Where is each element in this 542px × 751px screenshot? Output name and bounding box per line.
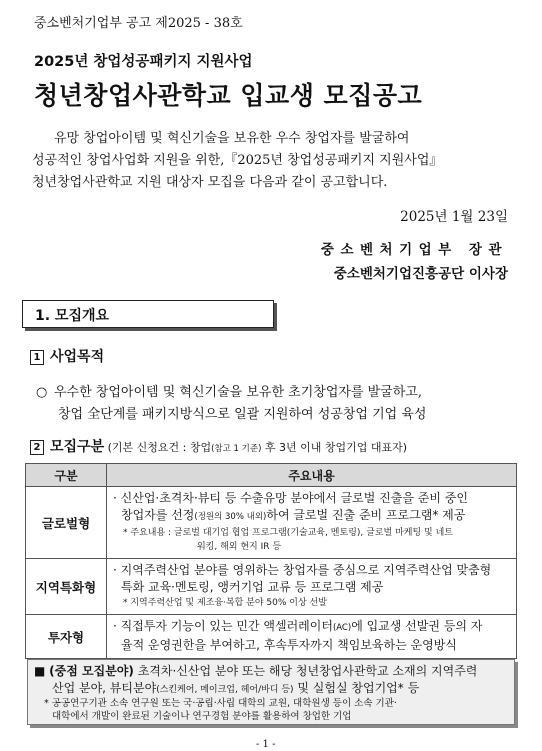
focus-area-text: [34, 663, 506, 699]
eligibility-note-a: (기본 신청요건 : 창업: [104, 441, 212, 454]
category-regional-content: [107, 559, 517, 615]
category-investment-content: [107, 615, 517, 659]
category-regional: 지역특화형: [26, 559, 107, 615]
focus-subnote-1: * 공공연구기관 소속 연구원 또는 국·공립·사립 대학의 교원, 대학원생 등이 소속 기관·: [44, 698, 397, 709]
investment-line1b: (AC): [332, 623, 352, 633]
page-number: - 1 -: [256, 739, 276, 750]
subsection-purpose: [30, 346, 104, 366]
list-item: 율적 운영권한을 부여하고, 후속투자까지 책임보육하는 운영방식: [121, 638, 457, 652]
focus-area-box: [27, 659, 515, 725]
focus-subnote-2: 대학에서 개발이 완료된 기술이나 연구경험 분야를 활용하여 창업한 기업: [52, 711, 352, 722]
square-bullet-icon: ■: [34, 664, 46, 678]
intro-line-1-text: 유망 창업아이템 및 혁신기술을 보유한 우수 창업자를 발굴하여: [54, 131, 410, 146]
signature-agency: 중소벤처기업진흥공단 이사장: [333, 266, 508, 282]
intro-line-3: 청년창업사관학교 지원 대상자 모집을 다음과 같이 공고합니다.: [32, 175, 388, 190]
eligibility-note-c: 후 3년 이내 창업기업 대표자): [261, 441, 408, 454]
number-box-2: 2: [30, 440, 44, 455]
category-global: 글로벌형: [26, 487, 107, 559]
purpose-line-1-text: 우수한 창업아이템 및 혁신기술을 보유한 초기창업자를 발굴하고,: [54, 385, 422, 400]
notice-date: 2025년 1월 23일: [400, 209, 508, 225]
global-line2a: 창업자를 선정: [121, 508, 195, 522]
intro-paragraph: [32, 128, 508, 194]
global-note-2: 워킹, 해외 현지 IR 등: [197, 542, 282, 552]
program-name: 2025년 창업성공패키지 지원사업: [34, 54, 253, 70]
table-header-content: 주요내용: [107, 464, 517, 487]
page-title: 청년창업사관학교 입교생 모집공고: [34, 81, 423, 110]
purpose-text: [36, 382, 514, 426]
category-investment: 투자형: [26, 615, 107, 659]
subsection-categories: [30, 436, 407, 456]
list-item: [113, 618, 510, 637]
focus-text-2c: 및 실험실 창업기업* 등: [293, 681, 420, 695]
focus-line-1: [34, 663, 506, 680]
purpose-line-1: [36, 382, 514, 404]
notice-number: 중소벤처기업부 공고 제2025 - 38호: [34, 16, 243, 31]
category-table: [25, 463, 517, 659]
table-header-row: [26, 464, 517, 487]
eligibility-note-ref: (참고 1 기준): [211, 444, 262, 454]
list-item: 특화 교육·멘토링, 앵커기업 교류 등 프로그램 제공: [121, 580, 384, 594]
focus-text-2a: 산업 분야, 뷰티분야: [52, 681, 157, 695]
signature-minister: 중소벤처기업부 장관: [320, 242, 508, 258]
intro-line-2: 성공적인 창업사업화 지원을 위한,『2025년 창업성공패키지 지원사업』: [32, 153, 443, 168]
focus-subnote: [44, 697, 508, 723]
investment-line1a: · 직접투자 기능이 있는 민간 액셀러레이터: [113, 619, 333, 633]
list-item: [113, 507, 510, 526]
subsection-categories-title: 모집구분: [50, 439, 105, 455]
section-title: 1. 모집개요: [35, 308, 110, 324]
purpose-line-2: 창업 全단계를 패키지방식으로 일괄 지원하여 성공창업 기업 육성: [58, 407, 427, 422]
focus-text-2b: (스킨케어, 메이크업, 헤어/바디 등): [156, 685, 294, 695]
list-item: · 지역주력산업 분야를 영위하는 창업자를 중심으로 지역주력산업 맞춤형: [113, 563, 492, 577]
table-row: [26, 615, 517, 659]
focus-text-1: 초격차·신산업 분야 또는 해당 청년창업사관학교 소재의 지역주력: [133, 664, 478, 678]
global-note-1: * 주요내용 : 글로벌 대기업 협업 프로그램(기술교육, 멘토링), 글로벌 마케팅 및 네트: [123, 528, 453, 538]
circle-bullet-icon: ○: [36, 385, 48, 400]
category-global-content: [107, 487, 517, 559]
section-header: [22, 300, 274, 328]
subsection-purpose-title: 사업목적: [50, 349, 105, 365]
regional-note-1: * 지역주력산업 및 제조융·복합 분야 50% 이상 선발: [123, 598, 327, 608]
list-item: · 신산업·초격차·뷰티 등 수출유망 분야에서 글로벌 진출을 준비 중인: [113, 491, 468, 505]
table-row: [26, 487, 517, 559]
table-header-category: 구분: [26, 464, 107, 487]
table-row: [26, 559, 517, 615]
intro-line-1: [32, 128, 508, 150]
global-line2b: (정원의 30% 내외): [194, 512, 267, 522]
global-line2c: 하여 글로벌 진출 준비 프로그램* 제공: [266, 508, 466, 522]
eligibility-note: [104, 441, 407, 454]
investment-line1c: 에 입교생 선발권 등의 자: [351, 619, 483, 633]
number-box-1: 1: [30, 350, 44, 365]
focus-label: (중점 모집분야): [49, 664, 134, 678]
